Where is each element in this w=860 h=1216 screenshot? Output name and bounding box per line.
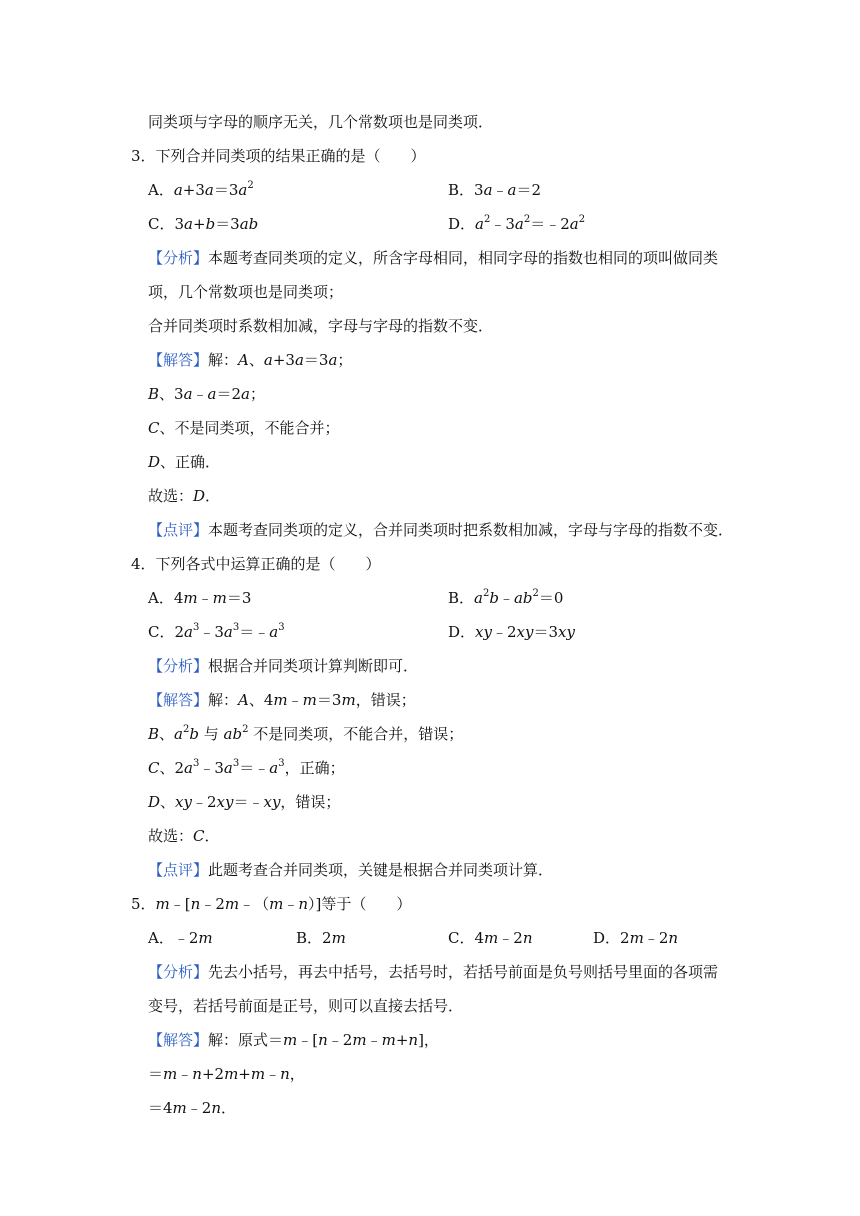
q3-analysis-line-1: 【分析】本题考查同类项的定义，所含字母相同，相同字母的指数也相同的项叫做同类 <box>148 249 719 267</box>
q4-comment: 【点评】此题考查合并同类项，关键是根据合并同类项计算． <box>148 861 554 879</box>
q4-option-b: B．$a^2b﹣ab^2=0$ <box>448 588 564 607</box>
intro-line: 同类项与字母的顺序无关，几个常数项也是同类项． <box>148 113 494 131</box>
q3-answer-line-3: C、不是同类项，不能合并； <box>148 419 340 437</box>
analysis-tag: 【分析】 <box>148 657 209 675</box>
q3-analysis-line-2: 项，几个常数项也是同类项； <box>148 283 344 301</box>
q3-comment: 【点评】本题考查同类项的定义，合并同类项时把系数相加减，字母与字母的指数不变． <box>148 521 734 539</box>
q4-answer-line-2: B、$a^2b$ 与 $ab^2$ 不是同类项，不能合并，错误； <box>148 724 464 743</box>
q3-option-d: D．$a^2﹣3a^2=﹣2a^2$ <box>448 214 586 233</box>
q3-answer-line-2: B、3a﹣a＝2a； <box>148 385 266 403</box>
q4-answer-line-1: 【解答】解：A、4m﹣m＝3m，错误； <box>148 691 416 709</box>
q4-answer-line-5: 故选：C． <box>148 827 220 845</box>
q3-answer-line-4: D、正确． <box>148 453 221 471</box>
answer-tag: 【解答】 <box>148 691 209 709</box>
comment-tag: 【点评】 <box>148 861 209 879</box>
q5-analysis-line-1: 【分析】先去小括号，再去中括号，去括号时，若括号前面是负号则括号里面的各项需 <box>148 963 719 981</box>
q4-answer-line-3: C、$2a^3﹣3a^3=﹣a^3$，正确； <box>148 758 345 777</box>
q3-option-c: C．3a+b＝3ab <box>148 215 259 233</box>
q4-stem: 4．下列各式中运算正确的是（ ） <box>131 555 381 573</box>
q4-option-c: C．$2a^3﹣3a^3=﹣a^3$ <box>148 622 285 641</box>
q3-answer-line-5: 故选：D． <box>148 487 221 505</box>
q3-option-a: A．$a+3a=3a^2$ <box>148 180 254 199</box>
q5-analysis-line-2: 变号，若括号前面是正号，则可以直接去括号． <box>148 997 464 1015</box>
q5-stem: 5．m﹣[n﹣2m﹣（m﹣n）]等于（ ） <box>131 895 412 913</box>
q4-option-d: D．xy﹣2xy＝3xy <box>448 623 575 641</box>
answer-tag: 【解答】 <box>148 1031 209 1049</box>
q5-option-c: C．4m﹣2n <box>448 929 533 947</box>
analysis-tag: 【分析】 <box>148 963 209 981</box>
q3-analysis-line-3: 合并同类项时系数相加减，字母与字母的指数不变． <box>148 317 494 335</box>
q3-stem: 3．下列合并同类项的结果正确的是（ ） <box>131 147 426 165</box>
comment-tag: 【点评】 <box>148 521 209 539</box>
q5-answer-line-1: 【解答】解：原式＝m﹣[n﹣2m﹣m+n]， <box>148 1031 439 1049</box>
analysis-tag: 【分析】 <box>148 249 209 267</box>
q5-answer-line-3: ＝4m﹣2n． <box>148 1099 237 1117</box>
q4-answer-line-4: D、xy﹣2xy＝﹣xy，错误； <box>148 793 341 811</box>
q3-option-b: B．3a﹣a＝2 <box>448 181 542 199</box>
q5-answer-line-2: ＝m﹣n+2m+m﹣n， <box>148 1065 305 1083</box>
q5-option-a: A．﹣2m <box>148 929 213 947</box>
q4-option-a: A．4m﹣m＝3 <box>148 589 252 607</box>
q5-option-b: B．2m <box>296 929 346 947</box>
q3-answer-line-1: 【解答】解：A、a+3a＝3a； <box>148 351 353 369</box>
answer-tag: 【解答】 <box>148 351 209 369</box>
q4-analysis: 【分析】根据合并同类项计算判断即可． <box>148 657 419 675</box>
q5-option-d: D．2m﹣2n <box>593 929 679 947</box>
